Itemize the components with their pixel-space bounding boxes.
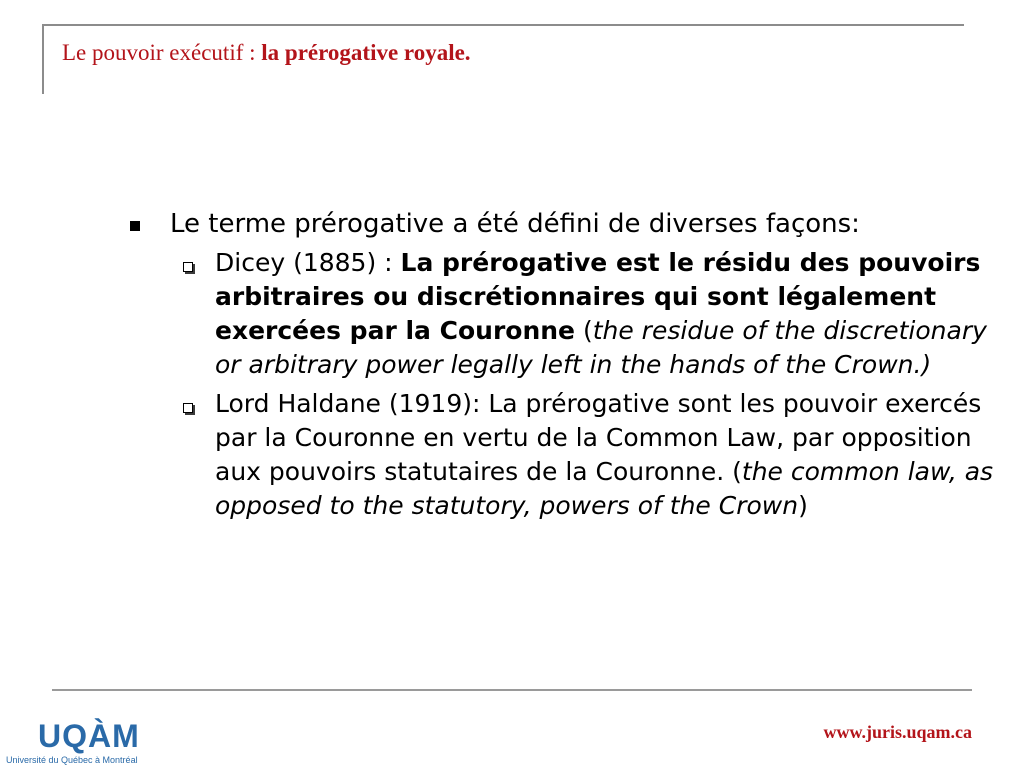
hollow-square-bullet-icon bbox=[183, 403, 193, 413]
slide-title bbox=[62, 40, 471, 66]
bullet-intro-text: Le terme prérogative a été défini de diverses façons: bbox=[170, 209, 860, 239]
footer-website-link[interactable]: www.juris.uqam.ca bbox=[823, 722, 972, 742]
dicey-paren-open: ( bbox=[575, 316, 593, 345]
definition-list bbox=[173, 246, 1014, 523]
uqam-logo-tagline: Université du Québec à Montréal bbox=[6, 755, 138, 765]
hollow-square-bullet-icon bbox=[183, 262, 193, 272]
dicey-english-quote: the residue of the discretionary or arbitrary power legally left in the hands of the Crown.) bbox=[215, 316, 987, 379]
haldane-lead: Lord Haldane (1919): La prérogative sont les pouvoir exercés par la Couronne en vertu de la Common Law, par opposition aux pouvoirs statutaires de la Couronne. ( bbox=[215, 389, 982, 486]
title-frame-top-rule bbox=[42, 24, 964, 26]
dicey-lead: Dicey (1885) : bbox=[215, 248, 401, 277]
definition-item-haldane bbox=[173, 387, 1014, 523]
slide-body bbox=[130, 207, 1014, 528]
definition-item-dicey bbox=[173, 246, 1014, 382]
uqam-logo bbox=[4, 718, 154, 766]
footer-rule bbox=[52, 689, 972, 691]
slide-title-prefix: Le pouvoir exécutif : bbox=[62, 40, 262, 65]
haldane-paren-close: ) bbox=[798, 491, 808, 520]
title-frame-left-rule bbox=[42, 24, 44, 94]
bullet-intro bbox=[130, 207, 1014, 241]
dicey-definition: La prérogative est le résidu des pouvoirs arbitraires ou discrétionnaires qui sont légalement exercées par la Couronne bbox=[215, 248, 981, 345]
haldane-english-quote: the common law, as opposed to the statutory, powers of the Crown bbox=[215, 457, 994, 520]
square-bullet-icon bbox=[130, 221, 140, 231]
slide-title-emphasis: la prérogative royale. bbox=[261, 40, 471, 65]
uqam-logo-mark: UQÀM bbox=[38, 718, 140, 754]
